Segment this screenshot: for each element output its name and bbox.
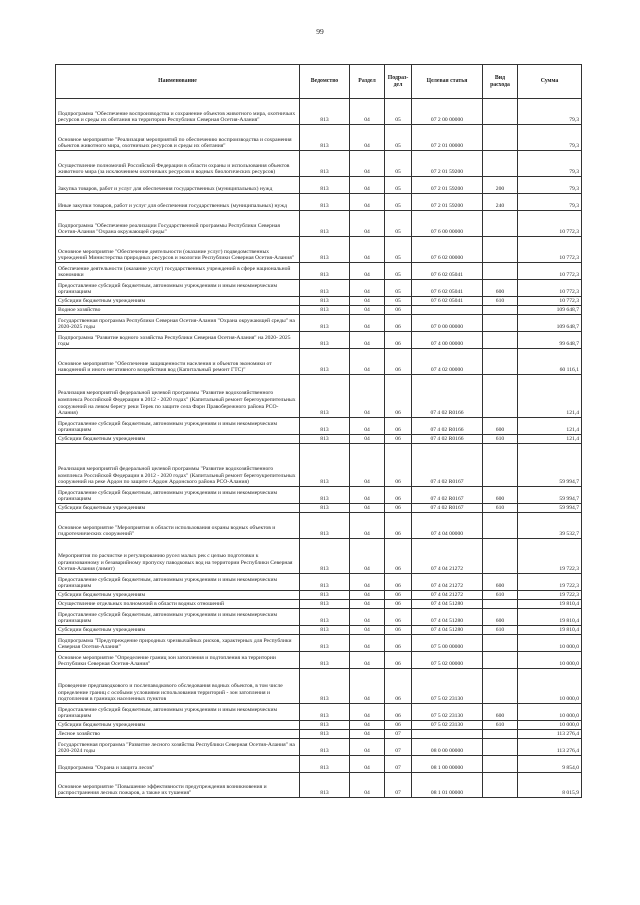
- cell-section: 04: [350, 375, 385, 418]
- cell-expense-type: [483, 444, 518, 487]
- cell-sum: 109 648,7: [518, 306, 582, 315]
- cell-section: 04: [350, 418, 385, 435]
- cell-name: Мероприятия по расчистке и регулированию русел малых рек с целью подготовки к организованному и безаварийному пропуску паводковых вод на территории Республики Северная Осетия-Алания (лимит): [56, 539, 300, 574]
- cell-subsection: 06: [385, 539, 412, 574]
- cell-name: Предоставление субсидий бюджетным, автономным учреждениям и иным некоммерческим организациям: [56, 704, 300, 721]
- cell-sum: 121,4: [518, 375, 582, 418]
- page-number: 99: [316, 27, 324, 36]
- cell-department: 813: [300, 418, 350, 435]
- cell-subsection: 06: [385, 487, 412, 504]
- table-row: [56, 756, 582, 773]
- cell-sum: 10 772,3: [518, 280, 582, 297]
- cell-department: 813: [300, 444, 350, 487]
- table-row: [56, 418, 582, 435]
- cell-expense-type: [483, 739, 518, 756]
- cell-subsection: 06: [385, 721, 412, 730]
- cell-target-article: 07 5 02 23130: [412, 669, 483, 704]
- cell-name: Субсидии бюджетным учреждениям: [56, 721, 300, 730]
- cell-target-article: 07 4 02 R0166: [412, 418, 483, 435]
- table-row: [56, 297, 582, 306]
- cell-sum: 10 772,3: [518, 237, 582, 263]
- cell-name: Реализация мероприятий федеральной целевой программы "Развитие водохозяйственного комплекса Российской Федерации в 2012 - 2020 годах" (Капитальный ремонт берегоукрепительных сооружений на реке Ардон по защите г.Ардон Ардонского района РСО-Алания): [56, 444, 300, 487]
- cell-department: 813: [300, 574, 350, 591]
- cell-subsection: 06: [385, 626, 412, 635]
- cell-section: 04: [350, 194, 385, 211]
- cell-subsection: 06: [385, 375, 412, 418]
- cell-sum: 113 276,4: [518, 739, 582, 756]
- cell-sum: 10 000,0: [518, 721, 582, 730]
- cell-target-article: [412, 306, 483, 315]
- cell-sum: 79,3: [518, 177, 582, 194]
- cell-sum: 109 648,7: [518, 315, 582, 332]
- cell-department: 813: [300, 211, 350, 237]
- cell-subsection: 06: [385, 435, 412, 444]
- cell-name: Основное мероприятие "Мероприятия в области использования охраны водных объектов и гидротехнических сооружений": [56, 513, 300, 539]
- cell-sum: 10 000,0: [518, 652, 582, 669]
- cell-section: 04: [350, 151, 385, 177]
- cell-subsection: 06: [385, 600, 412, 609]
- cell-expense-type: 600: [483, 574, 518, 591]
- cell-sum: 8 015,9: [518, 773, 582, 798]
- cell-name: Предоставление субсидий бюджетным, автономным учреждениям и иным некоммерческим организациям: [56, 574, 300, 591]
- cell-subsection: 05: [385, 297, 412, 306]
- cell-target-article: 07 4 02 R0167: [412, 444, 483, 487]
- cell-section: 04: [350, 704, 385, 721]
- cell-target-article: 07 6 02 05041: [412, 280, 483, 297]
- table-row: [56, 375, 582, 418]
- table-row: [56, 704, 582, 721]
- cell-department: 813: [300, 237, 350, 263]
- cell-section: 04: [350, 99, 385, 125]
- cell-target-article: 07 6 02 05041: [412, 263, 483, 280]
- cell-expense-type: [483, 730, 518, 739]
- cell-target-article: [412, 730, 483, 739]
- cell-expense-type: [483, 773, 518, 798]
- cell-department: 813: [300, 539, 350, 574]
- cell-department: 813: [300, 194, 350, 211]
- cell-subsection: 06: [385, 609, 412, 626]
- cell-sum: 19 810,4: [518, 626, 582, 635]
- cell-subsection: 06: [385, 418, 412, 435]
- table-row: [56, 730, 582, 739]
- cell-expense-type: 600: [483, 704, 518, 721]
- cell-expense-type: [483, 315, 518, 332]
- table-row: [56, 773, 582, 798]
- cell-name: Реализация мероприятий федеральной целевой программы "Развитие водохозяйственного комплекса Российской Федерации в 2012 - 2020 годах" (Капитальный ремонт берегоукрепительных сооружений на левом берегу реки Терек по защите села Фарн Правобережного района РСО-Алания): [56, 375, 300, 418]
- cell-sum: 79,3: [518, 125, 582, 151]
- cell-subsection: 06: [385, 574, 412, 591]
- cell-subsection: 05: [385, 125, 412, 151]
- cell-sum: 59 994,7: [518, 504, 582, 513]
- cell-department: 813: [300, 756, 350, 773]
- cell-sum: 19 722,3: [518, 591, 582, 600]
- cell-department: 813: [300, 263, 350, 280]
- table-row: [56, 739, 582, 756]
- cell-name: Субсидии бюджетным учреждениям: [56, 626, 300, 635]
- table-row: [56, 151, 582, 177]
- cell-subsection: 05: [385, 99, 412, 125]
- cell-sum: 99 648,7: [518, 332, 582, 349]
- cell-department: 813: [300, 151, 350, 177]
- cell-expense-type: 610: [483, 626, 518, 635]
- cell-expense-type: 600: [483, 487, 518, 504]
- cell-target-article: 08 0 00 00000: [412, 739, 483, 756]
- cell-department: 813: [300, 375, 350, 418]
- cell-subsection: 07: [385, 756, 412, 773]
- table-row: [56, 280, 582, 297]
- cell-expense-type: 600: [483, 280, 518, 297]
- table-row: [56, 591, 582, 600]
- cell-section: 04: [350, 280, 385, 297]
- cell-department: 813: [300, 297, 350, 306]
- cell-target-article: 07 5 02 23130: [412, 721, 483, 730]
- cell-name: Иные закупки товаров, работ и услуг для обеспечения государственных (муниципальных) нужд: [56, 194, 300, 211]
- cell-subsection: 05: [385, 237, 412, 263]
- cell-target-article: 07 0 00 00000: [412, 315, 483, 332]
- cell-subsection: 05: [385, 280, 412, 297]
- cell-name: Закупка товаров, работ и услуг для обеспечения государственных (муниципальных) нужд: [56, 177, 300, 194]
- cell-sum: 59 994,7: [518, 444, 582, 487]
- cell-name: Подпрограмма "Развитие водного хозяйства Республики Северная Осетия-Алания" на 2020- 2025 годы: [56, 332, 300, 349]
- table-row: [56, 332, 582, 349]
- table-row: [56, 600, 582, 609]
- table-row: [56, 237, 582, 263]
- cell-expense-type: [483, 306, 518, 315]
- cell-department: 813: [300, 591, 350, 600]
- table-row: [56, 669, 582, 704]
- cell-sum: 19 810,4: [518, 600, 582, 609]
- cell-sum: 10 000,0: [518, 669, 582, 704]
- cell-section: 04: [350, 756, 385, 773]
- cell-target-article: 07 4 02 R0167: [412, 504, 483, 513]
- cell-name: Субсидии бюджетным учреждениям: [56, 435, 300, 444]
- cell-target-article: 07 5 02 00000: [412, 652, 483, 669]
- cell-section: 04: [350, 211, 385, 237]
- cell-department: 813: [300, 739, 350, 756]
- cell-expense-type: 610: [483, 591, 518, 600]
- cell-department: 813: [300, 609, 350, 626]
- cell-subsection: 06: [385, 635, 412, 652]
- cell-sum: 19 722,3: [518, 539, 582, 574]
- header-expense-type: Вид расхода: [483, 65, 518, 99]
- header-department: Ведомство: [300, 65, 350, 99]
- cell-department: 813: [300, 99, 350, 125]
- cell-sum: 121,4: [518, 418, 582, 435]
- cell-section: 04: [350, 435, 385, 444]
- cell-subsection: 06: [385, 306, 412, 315]
- table-row: [56, 574, 582, 591]
- cell-name: Проведение предпаводкового и послепаводкового обследования водных объектов, в том числе определение границ с особыми условиями использования территорий - зон затопления и подтопления в границах населенных пунктов: [56, 669, 300, 704]
- cell-subsection: 05: [385, 211, 412, 237]
- cell-name: Основное мероприятие "Определение границ зон затопления и подтопления на территории Республики Северная Осетия-Алания": [56, 652, 300, 669]
- cell-target-article: 07 4 04 21272: [412, 591, 483, 600]
- cell-subsection: 06: [385, 315, 412, 332]
- cell-department: 813: [300, 635, 350, 652]
- cell-expense-type: [483, 635, 518, 652]
- cell-section: 04: [350, 306, 385, 315]
- cell-sum: 9 854,0: [518, 756, 582, 773]
- cell-expense-type: 610: [483, 297, 518, 306]
- cell-name: Основное мероприятие "Обеспечение защищенности населения и объектов экономики от наводнений и иного негативного воздействия вод (Капитальный ремонт ГТС)": [56, 349, 300, 375]
- table-row: [56, 504, 582, 513]
- cell-subsection: 06: [385, 332, 412, 349]
- cell-subsection: 07: [385, 730, 412, 739]
- cell-name: Подпрограмма "Обеспечение реализации Государственной программы Республики Северная Осетия-Алания "Охрана окружающей среды": [56, 211, 300, 237]
- cell-department: 813: [300, 177, 350, 194]
- cell-sum: 79,3: [518, 99, 582, 125]
- cell-target-article: 07 4 04 51280: [412, 609, 483, 626]
- table-header-row: [56, 65, 582, 99]
- cell-name: Основное мероприятие "Повышение эффективности предупреждения возникновения и распространения лесных пожаров, а также их тушения": [56, 773, 300, 798]
- cell-section: 04: [350, 591, 385, 600]
- cell-subsection: 06: [385, 652, 412, 669]
- cell-section: 04: [350, 125, 385, 151]
- cell-department: 813: [300, 349, 350, 375]
- cell-section: 04: [350, 669, 385, 704]
- cell-sum: 10 000,0: [518, 704, 582, 721]
- cell-expense-type: [483, 669, 518, 704]
- cell-name: Подпрограмма "Обеспечение воспроизводства и сохранение объектов животного мира, охотничьих ресурсов и среды их обитания на территории Республики Северная Осетия-Алания": [56, 99, 300, 125]
- header-target-article: Целевая статья: [412, 65, 483, 99]
- cell-target-article: 07 4 02 R0166: [412, 375, 483, 418]
- cell-expense-type: 610: [483, 721, 518, 730]
- table-row: [56, 177, 582, 194]
- cell-target-article: 08 1 00 00000: [412, 756, 483, 773]
- cell-target-article: 07 2 01 00000: [412, 125, 483, 151]
- cell-name: Предоставление субсидий бюджетным, автономным учреждениям и иным некоммерческим организациям: [56, 280, 300, 297]
- cell-name: Субсидии бюджетным учреждениям: [56, 297, 300, 306]
- cell-expense-type: [483, 756, 518, 773]
- cell-target-article: 07 4 04 51280: [412, 600, 483, 609]
- cell-expense-type: 200: [483, 177, 518, 194]
- cell-target-article: 07 4 02 R0167: [412, 487, 483, 504]
- cell-sum: 10 772,3: [518, 263, 582, 280]
- table-row: [56, 652, 582, 669]
- cell-name: Подпрограмма "Охрана и защита лесов": [56, 756, 300, 773]
- cell-target-article: 08 1 01 00000: [412, 773, 483, 798]
- cell-name: Предоставление субсидий бюджетным, автономным учреждениям и иным некоммерческим организациям: [56, 609, 300, 626]
- cell-subsection: 06: [385, 349, 412, 375]
- cell-name: Основное мероприятие "Обеспечение деятельности (оказание услуг) подведомственных учреждений Министерства природных ресурсов и экологии Республики Северная Осетия-Алания": [56, 237, 300, 263]
- cell-sum: 10 772,3: [518, 297, 582, 306]
- header-subsection: Подраз-дел: [385, 65, 412, 99]
- cell-sum: 59 994,7: [518, 487, 582, 504]
- cell-department: 813: [300, 513, 350, 539]
- cell-sum: 19 810,4: [518, 609, 582, 626]
- cell-target-article: 07 6 02 05041: [412, 297, 483, 306]
- cell-department: 813: [300, 600, 350, 609]
- cell-subsection: 05: [385, 263, 412, 280]
- cell-target-article: 07 4 04 21272: [412, 574, 483, 591]
- table-row: [56, 306, 582, 315]
- cell-section: 04: [350, 237, 385, 263]
- cell-section: 04: [350, 739, 385, 756]
- cell-expense-type: [483, 263, 518, 280]
- cell-expense-type: 610: [483, 435, 518, 444]
- table-row: [56, 194, 582, 211]
- cell-sum: 19 722,3: [518, 574, 582, 591]
- cell-name: Предоставление субсидий бюджетным, автономным учреждениям и иным некоммерческим организациям: [56, 487, 300, 504]
- cell-section: 04: [350, 635, 385, 652]
- cell-expense-type: [483, 375, 518, 418]
- cell-expense-type: [483, 652, 518, 669]
- table-row: [56, 263, 582, 280]
- cell-section: 04: [350, 349, 385, 375]
- cell-sum: 79,3: [518, 194, 582, 211]
- cell-target-article: 07 2 01 59200: [412, 177, 483, 194]
- cell-target-article: 07 4 02 R0166: [412, 435, 483, 444]
- cell-target-article: 07 5 02 23130: [412, 704, 483, 721]
- cell-section: 04: [350, 513, 385, 539]
- cell-target-article: 07 5 00 00000: [412, 635, 483, 652]
- cell-subsection: 06: [385, 513, 412, 539]
- cell-subsection: 06: [385, 444, 412, 487]
- cell-department: 813: [300, 315, 350, 332]
- cell-department: 813: [300, 704, 350, 721]
- cell-section: 04: [350, 444, 385, 487]
- cell-department: 813: [300, 504, 350, 513]
- cell-department: 813: [300, 280, 350, 297]
- table-row: [56, 487, 582, 504]
- table-row: [56, 539, 582, 574]
- cell-name: Осуществление отдельных полномочий в области водных отношений: [56, 600, 300, 609]
- cell-expense-type: 600: [483, 418, 518, 435]
- cell-section: 04: [350, 177, 385, 194]
- table-row: [56, 721, 582, 730]
- cell-department: 813: [300, 487, 350, 504]
- cell-subsection: 07: [385, 739, 412, 756]
- cell-target-article: 07 2 00 00000: [412, 99, 483, 125]
- cell-name: Субсидии бюджетным учреждениям: [56, 591, 300, 600]
- cell-section: 04: [350, 652, 385, 669]
- cell-target-article: 07 6 02 00000: [412, 237, 483, 263]
- cell-name: Лесное хозяйство: [56, 730, 300, 739]
- cell-name: Государственная программа Республики Северная Осетия-Алания "Охрана окружающей среды" на 2020-2025 годы: [56, 315, 300, 332]
- cell-expense-type: [483, 600, 518, 609]
- cell-sum: 10 772,3: [518, 211, 582, 237]
- cell-subsection: 06: [385, 591, 412, 600]
- cell-sum: 39 532,7: [518, 513, 582, 539]
- cell-expense-type: [483, 211, 518, 237]
- cell-expense-type: [483, 151, 518, 177]
- cell-department: 813: [300, 435, 350, 444]
- cell-section: 04: [350, 504, 385, 513]
- cell-section: 04: [350, 574, 385, 591]
- cell-section: 04: [350, 773, 385, 798]
- cell-department: 813: [300, 730, 350, 739]
- cell-name: Государственная программа "Развитие лесного хозяйства Республики Северная Осетия-Алания" на 2020-2024 годы: [56, 739, 300, 756]
- cell-target-article: 07 2 01 59200: [412, 151, 483, 177]
- cell-name: Основное мероприятие "Реализация мероприятий по обеспечению воспроизводства и сохранения объектов животного мира, охотничьих ресурсов и среды их обитания": [56, 125, 300, 151]
- cell-name: Водное хозяйство: [56, 306, 300, 315]
- cell-section: 04: [350, 539, 385, 574]
- header-sum: Сумма: [518, 65, 582, 99]
- cell-name: Предоставление субсидий бюджетным, автономным учреждениям и иным некоммерческим организациям: [56, 418, 300, 435]
- table-row: [56, 349, 582, 375]
- cell-department: 813: [300, 332, 350, 349]
- cell-department: 813: [300, 773, 350, 798]
- cell-subsection: 05: [385, 151, 412, 177]
- cell-section: 04: [350, 263, 385, 280]
- cell-target-article: 07 4 02 00000: [412, 349, 483, 375]
- cell-name: Обеспечение деятельности (оказание услуг) государственных учреждений в сфере национальной экономики: [56, 263, 300, 280]
- cell-target-article: 07 4 00 00000: [412, 332, 483, 349]
- cell-subsection: 05: [385, 177, 412, 194]
- cell-subsection: 05: [385, 194, 412, 211]
- cell-subsection: 06: [385, 504, 412, 513]
- cell-section: 04: [350, 626, 385, 635]
- table-row: [56, 315, 582, 332]
- cell-name: Подпрограмма "Предупреждение природных чрезвычайных рисков, характерных для Республики Северная Осетия-Алания": [56, 635, 300, 652]
- cell-section: 04: [350, 487, 385, 504]
- cell-expense-type: 600: [483, 609, 518, 626]
- cell-department: 813: [300, 626, 350, 635]
- cell-expense-type: [483, 332, 518, 349]
- cell-name: Субсидии бюджетным учреждениям: [56, 504, 300, 513]
- table-row: [56, 626, 582, 635]
- cell-section: 04: [350, 600, 385, 609]
- cell-expense-type: [483, 99, 518, 125]
- table-row: [56, 609, 582, 626]
- cell-section: 04: [350, 721, 385, 730]
- cell-subsection: 07: [385, 773, 412, 798]
- cell-target-article: 07 2 01 59200: [412, 194, 483, 211]
- cell-subsection: 06: [385, 704, 412, 721]
- header-name: Наименование: [56, 65, 300, 99]
- table-row: [56, 435, 582, 444]
- cell-sum: 10 000,0: [518, 635, 582, 652]
- cell-sum: 121,4: [518, 435, 582, 444]
- cell-target-article: 07 4 04 21272: [412, 539, 483, 574]
- cell-department: 813: [300, 125, 350, 151]
- cell-expense-type: [483, 237, 518, 263]
- cell-expense-type: [483, 513, 518, 539]
- cell-section: 04: [350, 332, 385, 349]
- cell-section: 04: [350, 297, 385, 306]
- cell-sum: 79,3: [518, 151, 582, 177]
- table-row: [56, 125, 582, 151]
- table-row: [56, 635, 582, 652]
- cell-target-article: 07 4 04 51280: [412, 626, 483, 635]
- cell-department: 813: [300, 306, 350, 315]
- cell-section: 04: [350, 730, 385, 739]
- cell-sum: 60 116,1: [518, 349, 582, 375]
- cell-expense-type: [483, 125, 518, 151]
- table-row: [56, 444, 582, 487]
- cell-expense-type: [483, 349, 518, 375]
- header-section: Раздел: [350, 65, 385, 99]
- cell-department: 813: [300, 669, 350, 704]
- budget-table: [55, 64, 582, 798]
- cell-expense-type: 240: [483, 194, 518, 211]
- cell-target-article: 07 6 00 00000: [412, 211, 483, 237]
- cell-sum: 113 276,4: [518, 730, 582, 739]
- table-row: [56, 513, 582, 539]
- cell-department: 813: [300, 652, 350, 669]
- cell-expense-type: [483, 539, 518, 574]
- table-row: [56, 99, 582, 125]
- cell-subsection: 06: [385, 669, 412, 704]
- cell-target-article: 07 4 04 00000: [412, 513, 483, 539]
- cell-name: Осуществление полномочий Российской Федерации в области охраны и использования объектов животного мира (за исключением охотничьих ресурсов и водных биологических ресурсов): [56, 151, 300, 177]
- cell-department: 813: [300, 721, 350, 730]
- cell-section: 04: [350, 315, 385, 332]
- cell-expense-type: 610: [483, 504, 518, 513]
- table-row: [56, 211, 582, 237]
- cell-section: 04: [350, 609, 385, 626]
